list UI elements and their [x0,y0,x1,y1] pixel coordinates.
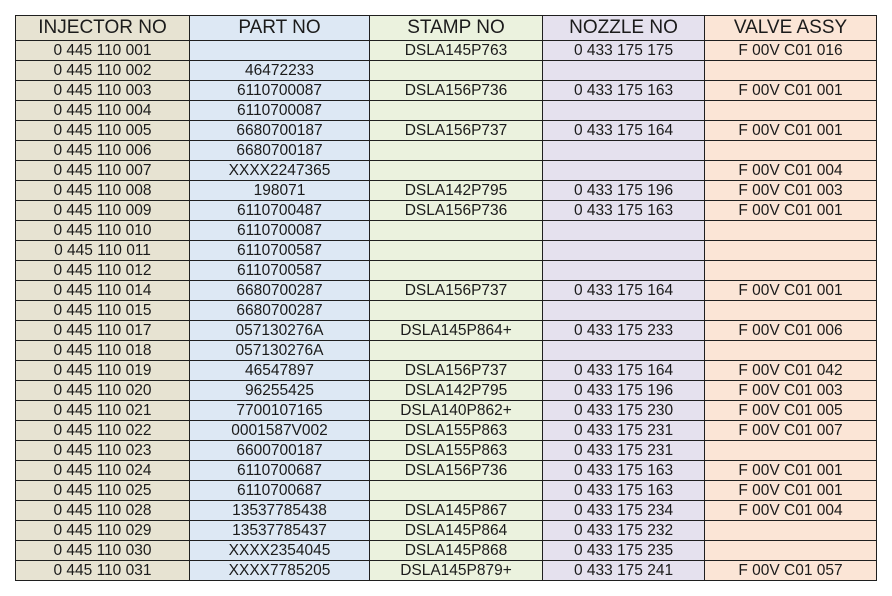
valve-assy-cell: F 00V C01 001 [705,121,877,141]
valve-assy-cell: F 00V C01 007 [705,421,877,441]
nozzle-no-cell [543,241,705,261]
valve-assy-cell [705,541,877,561]
stamp-no-cell: DSLA156P736 [370,201,543,221]
injector-no-cell: 0 445 110 023 [16,441,190,461]
injector-no-cell: 0 445 110 029 [16,521,190,541]
stamp-no-cell: DSLA156P737 [370,281,543,301]
nozzle-no-cell: 0 433 175 230 [543,401,705,421]
injector-no-cell: 0 445 110 008 [16,181,190,201]
table-row [16,261,877,281]
valve-assy-cell [705,141,877,161]
part-no-cell: 057130276A [190,341,370,361]
part-no-cell: 6680700187 [190,141,370,161]
stamp-no-cell: DSLA156P737 [370,121,543,141]
part-no-cell: 6600700187 [190,441,370,461]
table-row [16,301,877,321]
nozzle-no-cell: 0 433 175 163 [543,81,705,101]
part-no-cell: 6110700687 [190,481,370,501]
stamp-no-cell [370,341,543,361]
table-row [16,61,877,81]
table-row [16,221,877,241]
part-no-cell: 6110700087 [190,101,370,121]
injector-no-cell: 0 445 110 019 [16,361,190,381]
stamp-no-cell [370,481,543,501]
table-row [16,161,877,181]
table-row [16,141,877,161]
valve-assy-cell [705,221,877,241]
valve-assy-cell: F 00V C01 016 [705,41,877,61]
injector-no-cell: 0 445 110 024 [16,461,190,481]
nozzle-no-cell [543,341,705,361]
table-row [16,481,877,501]
part-no-cell: 6680700287 [190,301,370,321]
part-no-cell: 198071 [190,181,370,201]
table-row [16,281,877,301]
nozzle-no-cell: 0 433 175 241 [543,561,705,581]
table-row [16,241,877,261]
valve-assy-cell [705,301,877,321]
nozzle-no-cell [543,221,705,241]
injector-no-cell: 0 445 110 015 [16,301,190,321]
part-no-cell: XXXX2354045 [190,541,370,561]
part-no-cell: 6110700587 [190,261,370,281]
nozzle-no-cell: 0 433 175 164 [543,121,705,141]
valve-assy-cell: F 00V C01 001 [705,461,877,481]
injector-no-cell: 0 445 110 001 [16,41,190,61]
table-row [16,401,877,421]
table-row [16,381,877,401]
table-row [16,521,877,541]
injector-no-cell: 0 445 110 018 [16,341,190,361]
nozzle-no-cell: 0 433 175 196 [543,181,705,201]
stamp-no-cell [370,221,543,241]
stamp-no-cell: DSLA145P879+ [370,561,543,581]
valve-assy-cell: F 00V C01 004 [705,161,877,181]
stamp-no-cell: DSLA145P864+ [370,321,543,341]
injector-no-cell: 0 445 110 005 [16,121,190,141]
nozzle-no-cell [543,261,705,281]
injector-no-cell: 0 445 110 017 [16,321,190,341]
stamp-no-cell: DSLA155P863 [370,441,543,461]
nozzle-no-cell [543,161,705,181]
table-row [16,501,877,521]
valve-assy-cell: F 00V C01 006 [705,321,877,341]
stamp-no-cell [370,241,543,261]
table-row [16,81,877,101]
injector-no-cell: 0 445 110 022 [16,421,190,441]
nozzle-no-cell: 0 433 175 163 [543,481,705,501]
stamp-no-cell: DSLA145P868 [370,541,543,561]
table-row [16,101,877,121]
part-no-cell: 6680700187 [190,121,370,141]
valve-assy-cell: F 00V C01 003 [705,381,877,401]
header-injector-no: INJECTOR NO [16,16,190,41]
injector-no-cell: 0 445 110 021 [16,401,190,421]
injector-no-cell: 0 445 110 011 [16,241,190,261]
part-no-cell: 6680700287 [190,281,370,301]
valve-assy-cell: F 00V C01 001 [705,201,877,221]
stamp-no-cell [370,301,543,321]
nozzle-no-cell: 0 433 175 163 [543,201,705,221]
part-no-cell: 6110700587 [190,241,370,261]
valve-assy-cell [705,101,877,121]
table-row [16,41,877,61]
valve-assy-cell: F 00V C01 001 [705,281,877,301]
table-row [16,561,877,581]
injector-no-cell: 0 445 110 004 [16,101,190,121]
table-row [16,441,877,461]
injector-no-cell: 0 445 110 009 [16,201,190,221]
nozzle-no-cell [543,101,705,121]
injector-no-cell: 0 445 110 006 [16,141,190,161]
table-row [16,341,877,361]
header-row [16,16,877,41]
table-row [16,201,877,221]
injector-no-cell: 0 445 110 028 [16,501,190,521]
valve-assy-cell: F 00V C01 057 [705,561,877,581]
nozzle-no-cell: 0 433 175 164 [543,281,705,301]
part-no-cell: 13537785438 [190,501,370,521]
valve-assy-cell [705,261,877,281]
injector-no-cell: 0 445 110 003 [16,81,190,101]
table-row [16,321,877,341]
part-no-cell: 6110700487 [190,201,370,221]
nozzle-no-cell: 0 433 175 231 [543,421,705,441]
header-part-no: PART NO [190,16,370,41]
table-row [16,461,877,481]
part-no-cell: 6110700687 [190,461,370,481]
nozzle-no-cell: 0 433 175 235 [543,541,705,561]
injector-no-cell: 0 445 110 020 [16,381,190,401]
nozzle-no-cell: 0 433 175 175 [543,41,705,61]
valve-assy-cell: F 00V C01 042 [705,361,877,381]
table-row [16,421,877,441]
stamp-no-cell: DSLA145P867 [370,501,543,521]
nozzle-no-cell [543,301,705,321]
valve-assy-cell [705,341,877,361]
valve-assy-cell: F 00V C01 004 [705,501,877,521]
injector-no-cell: 0 445 110 007 [16,161,190,181]
injector-no-cell: 0 445 110 010 [16,221,190,241]
stamp-no-cell: DSLA156P736 [370,461,543,481]
stamp-no-cell: DSLA142P795 [370,181,543,201]
stamp-no-cell: DSLA156P737 [370,361,543,381]
part-no-cell: 057130276A [190,321,370,341]
stamp-no-cell [370,141,543,161]
injector-no-cell: 0 445 110 014 [16,281,190,301]
nozzle-no-cell: 0 433 175 233 [543,321,705,341]
nozzle-no-cell: 0 433 175 163 [543,461,705,481]
valve-assy-cell [705,521,877,541]
valve-assy-cell [705,61,877,81]
injector-no-cell: 0 445 110 031 [16,561,190,581]
part-no-cell: XXXX7785205 [190,561,370,581]
stamp-no-cell: DSLA145P763 [370,41,543,61]
nozzle-no-cell [543,61,705,81]
part-no-cell: 7700107165 [190,401,370,421]
part-no-cell: 0001587V002 [190,421,370,441]
nozzle-no-cell: 0 433 175 232 [543,521,705,541]
injector-no-cell: 0 445 110 002 [16,61,190,81]
stamp-no-cell: DSLA145P864 [370,521,543,541]
header-stamp-no: STAMP NO [370,16,543,41]
stamp-no-cell [370,101,543,121]
part-no-cell: 6110700087 [190,81,370,101]
nozzle-no-cell: 0 433 175 231 [543,441,705,461]
stamp-no-cell: DSLA142P795 [370,381,543,401]
header-nozzle-no: NOZZLE NO [543,16,705,41]
table-row [16,181,877,201]
nozzle-no-cell: 0 433 175 164 [543,361,705,381]
table-row [16,121,877,141]
stamp-no-cell [370,261,543,281]
part-no-cell: 46472233 [190,61,370,81]
part-no-cell: 13537785437 [190,521,370,541]
injector-table [15,15,877,581]
valve-assy-cell: F 00V C01 003 [705,181,877,201]
injector-no-cell: 0 445 110 025 [16,481,190,501]
valve-assy-cell: F 00V C01 001 [705,81,877,101]
valve-assy-cell: F 00V C01 005 [705,401,877,421]
nozzle-no-cell: 0 433 175 234 [543,501,705,521]
valve-assy-cell [705,241,877,261]
part-no-cell [190,41,370,61]
injector-no-cell: 0 445 110 030 [16,541,190,561]
nozzle-no-cell: 0 433 175 196 [543,381,705,401]
part-no-cell: 6110700087 [190,221,370,241]
part-no-cell: 46547897 [190,361,370,381]
part-no-cell: 96255425 [190,381,370,401]
stamp-no-cell [370,61,543,81]
stamp-no-cell: DSLA155P863 [370,421,543,441]
table-row [16,541,877,561]
valve-assy-cell [705,441,877,461]
injector-no-cell: 0 445 110 012 [16,261,190,281]
part-no-cell: XXXX2247365 [190,161,370,181]
header-valve-assy: VALVE ASSY [705,16,877,41]
stamp-no-cell [370,161,543,181]
table-row [16,361,877,381]
valve-assy-cell: F 00V C01 001 [705,481,877,501]
stamp-no-cell: DSLA140P862+ [370,401,543,421]
nozzle-no-cell [543,141,705,161]
stamp-no-cell: DSLA156P736 [370,81,543,101]
